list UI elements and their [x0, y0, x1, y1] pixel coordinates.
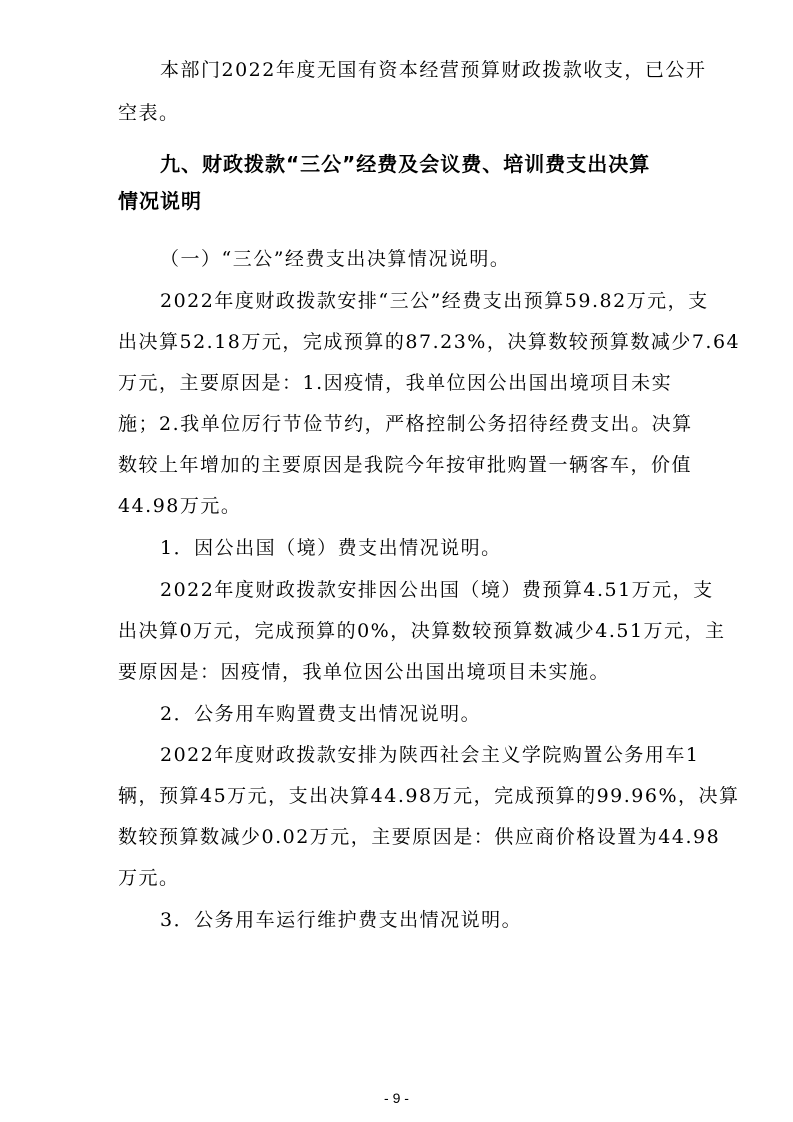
section-heading: 九、财政拨款“三公”经费及会议费、培训费支出决算 — [160, 152, 651, 176]
page-number: - 9 - — [384, 1090, 409, 1106]
paragraph-line: 数较预算数减少0.02万元，主要原因是：供应商价格设置为44.98 — [118, 826, 721, 848]
paragraph-line: 施；2.我单位厉行节俭节约，严格控制公务招待经费支出。决算 — [118, 413, 693, 435]
subsection-heading: （一）“三公”经费支出决算情况说明。 — [160, 248, 511, 270]
paragraph-line: 44.98万元。 — [118, 495, 242, 517]
paragraph-line: 2022年度财政拨款安排因公出国（境）费预算4.51万元，支 — [160, 579, 714, 601]
subsection-heading: 1．因公出国（境）费支出情况说明。 — [160, 537, 502, 559]
section-heading: 情况说明 — [118, 189, 202, 213]
paragraph-line: 出决算52.18万元，完成预算的87.23%，决算数较预算数减少7.64 — [118, 331, 741, 353]
subsection-heading: 3．公务用车运行维护费支出情况说明。 — [160, 909, 523, 931]
paragraph-line: 辆，预算45万元，支出决算44.98万元，完成预算的99.96%，决算 — [118, 785, 740, 807]
paragraph-line: 出决算0万元，完成预算的0%，决算数较预算数减少4.51万元，主 — [118, 620, 726, 642]
paragraph-line: 万元。 — [118, 867, 180, 889]
paragraph-line: 2022年度财政拨款安排为陕西社会主义学院购置公务用车1 — [160, 744, 700, 766]
subsection-heading: 2．公务用车购置费支出情况说明。 — [160, 703, 482, 725]
paragraph-line: 要原因是：因疫情，我单位因公出国出境项目未实施。 — [118, 661, 611, 683]
paragraph-line: 本部门2022年度无国有资本经营预算财政拨款收支，已公开 — [160, 59, 707, 81]
paragraph-line: 空表。 — [118, 102, 180, 124]
paragraph-line: 数较上年增加的主要原因是我院今年按审批购置一辆客车，价值 — [118, 454, 693, 476]
paragraph-line: 万元，主要原因是：1.因疫情，我单位因公出国出境项目未实 — [118, 372, 673, 394]
paragraph-line: 2022年度财政拨款安排“三公”经费支出预算59.82万元，支 — [160, 290, 709, 312]
